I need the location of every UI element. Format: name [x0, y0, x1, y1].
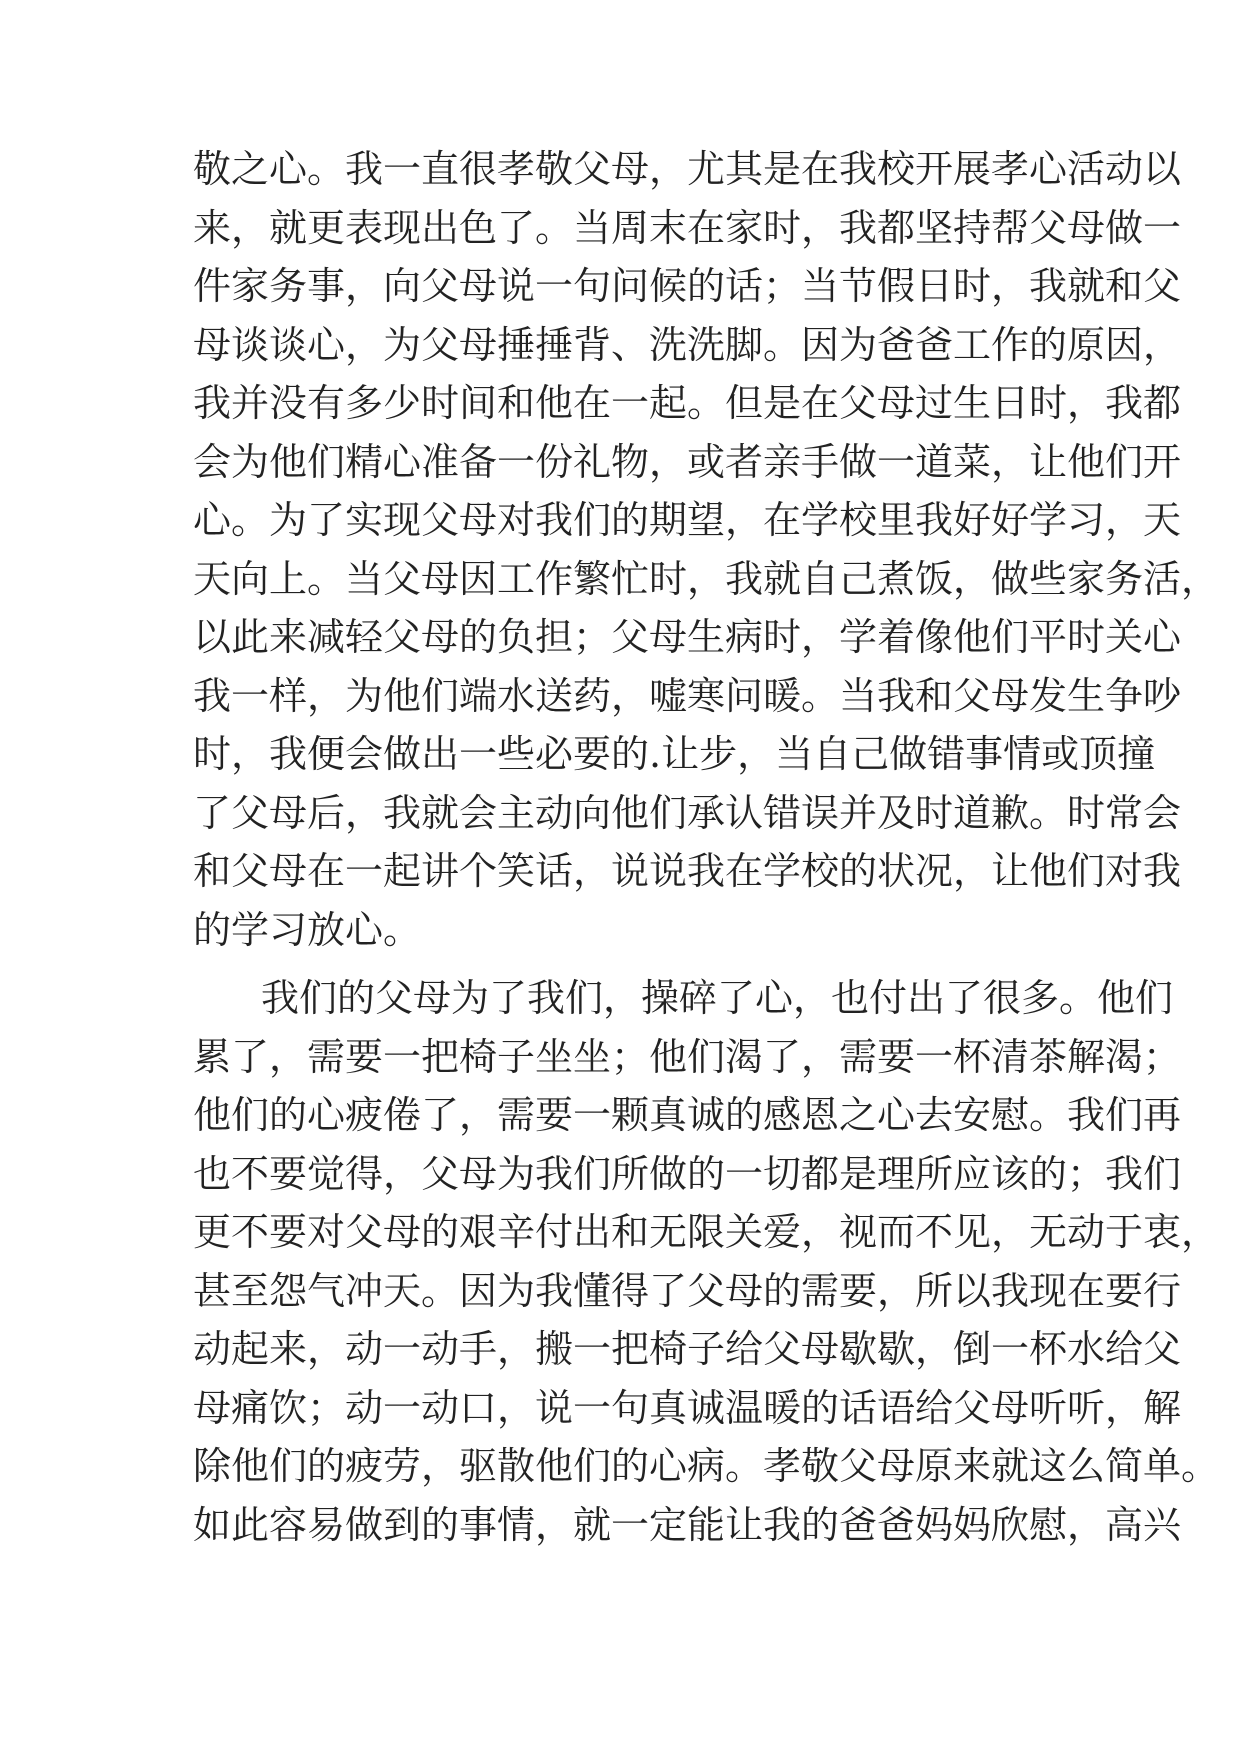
text-line: 甚至怨气冲天。因为我懂得了父母的需要，所以我现在要行 — [193, 1268, 1182, 1313]
text-line: 他们的心疲倦了，需要一颗真诚的感恩之心去安慰。我们再 — [193, 1093, 1182, 1137]
text-line: 的学习放心。 — [193, 907, 422, 952]
text-line: 我并没有多少时间和他在一起。但是在父母过生日时，我都 — [193, 381, 1182, 425]
text-line: 如此容易做到的事情，就一定能让我的爸爸妈妈欣慰，高兴 — [193, 1502, 1182, 1547]
text-line: 母谈谈心，为父母捶捶背、洗洗脚。因为爸爸工作的原因， — [193, 322, 1182, 367]
text-line: 更不要对父母的艰辛付出和无限关爱，视而不见，无动于衷， — [193, 1210, 1220, 1254]
text-line: 以此来减轻父母的负担；父母生病时，学着像他们平时关心 — [193, 615, 1182, 659]
text-line: 敬之心。我一直很孝敬父母，尤其是在我校开展孝心活动以 — [193, 147, 1182, 191]
text-line: 心。为了实现父母对我们的期望，在学校里我好好学习，天 — [193, 498, 1182, 542]
text-line: 除他们的疲劳，驱散他们的心病。孝敬父母原来就这么简单。 — [193, 1444, 1220, 1488]
text-line: 我一样，为他们端水送药，嘘寒问暖。当我和父母发生争吵 — [193, 673, 1182, 718]
document-body — [193, 140, 1220, 1554]
text-line: 和父母在一起讲个笑话，说说我在学校的状况，让他们对我 — [193, 849, 1182, 893]
text-line: 了父母后，我就会主动向他们承认错误并及时道歉。时常会 — [193, 790, 1182, 835]
text-line: 动起来，动一动手，搬一把椅子给父母歇歇，倒一杯水给父 — [193, 1327, 1182, 1371]
text-line: 累了，需要一把椅子坐坐；他们渴了，需要一杯清茶解渴； — [193, 1034, 1182, 1079]
text-line: 我们的父母为了我们，操碎了心，也付出了很多。他们 — [261, 976, 1174, 1020]
text-line: 来，就更表现出色了。当周末在家时，我都坚持帮父母做一 — [193, 205, 1182, 250]
paragraph-gap — [193, 959, 1073, 969]
text-line: 母痛饮；动一动口，说一句真诚温暖的话语给父母听听，解 — [193, 1385, 1182, 1430]
text-line: 会为他们精心准备一份礼物，或者亲手做一道菜，让他们开 — [193, 439, 1182, 484]
text-line: 件家务事，向父母说一句问候的话；当节假日时，我就和父 — [193, 264, 1182, 308]
text-line: 也不要觉得，父母为我们所做的一切都是理所应该的；我们 — [193, 1151, 1182, 1196]
paragraph-2 — [193, 969, 1220, 1554]
paragraph-1 — [193, 140, 1220, 959]
text-line: 时，我便会做出一些必要的.让步，当自己做错事情或顶撞 — [193, 732, 1156, 776]
text-line: 天向上。当父母因工作繁忙时，我就自己煮饭，做些家务活， — [193, 556, 1220, 601]
